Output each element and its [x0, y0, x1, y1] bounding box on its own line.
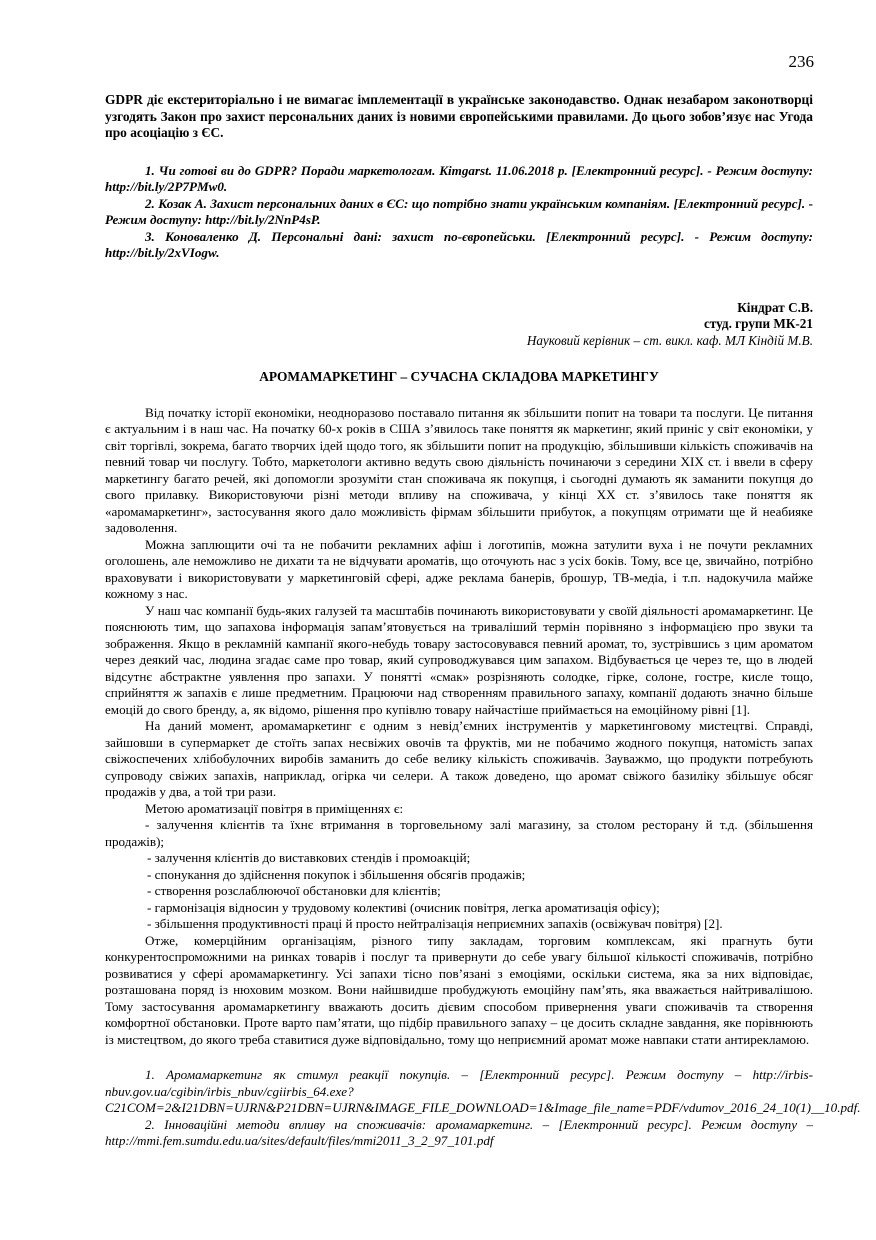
body-paragraph: Метою ароматизації повітря в приміщеннях є:: [145, 800, 404, 816]
list-item: - створення розслаблюючої обстановки для клієнтів;: [147, 883, 441, 898]
list-item: - збільшення продуктивності праці й просто нейтралізація неприємних запахів (освіжувач повітря) [2].: [147, 916, 723, 931]
body-paragraph: Від початку історії економіки, неодноразово поставало питання як збільшити попит на товари та послуги. Це питання є актуальним і в наш час. На початку 60-х років в США з’явилось таке поняття як маркетинг, який приніс у світ економіки, у світ торгівлі, зокрема, багато творчих ідей щодо того, як збільшити попит на продукцію, збільшивши кількість споживачів на певний товар чи послугу. Тобто, маркетологи активно ведуть свою діяльність починаючи з середини XIX ст. і ввели в сферу маркетингу багато речей, які допомогли зрозуміти стан споживача як покупця, і сьогодні думають як заманити покупця до свого прилавку. Використовуючи різні методи впливу на споживача, у кінці XX ст. з’явилось таке поняття як «аромамаркетинг», застосування якого дало можливість фірмам збільшити прибуток, а покупцям отримати ще й неабияке задоволення.: [105, 404, 813, 535]
reference-item: 1. Аромамаркетинг як стимул реакції покупців. – [Електронний ресурс]. Режим доступу – http://irbis-nbuv.gov.ua/cgibin/irbis_nbuv/cgiirbis_64.exe?C21COM=2&I21DBN=UJRN&P21DBN=UJRN&IMAGE_FILE_DOWNLOAD=1&Image_file_name=PDF/vdumov_2016_24_10(1)__10.pdf.: [105, 1067, 861, 1115]
body-paragraph: На даний момент, аромамаркетинг є одним з невід’ємних інструментів у маркетинговому мистецтві. Справді, зайшовши в супермаркет де стоїть запах несвіжих овочів та фруктів, ми не побачимо жодного покупця, натомість запах свіжоспечених хлібобулочних виробів заманить до себе велику кількість споживачів. Зауважмо, що продукти потребують супроводу свіжих запахів, наприклад, огірка чи селери. А також доведено, що аромат свіжого базиліку збільшує обсяг продажів у два, а той три рази.: [105, 718, 813, 799]
article-body: [105, 405, 813, 1049]
references-bottom: [105, 1067, 861, 1150]
body-paragraph: У наш час компанії будь-яких галузей та масштабів починають використовувати у своїй діяльності аромамаркетинг. Це пояснюють тим, що запахова інформація запам’ятовується на триваліший термін порівняно з інформацією про звуки та зображення. Якщо в рекламній кампанії якого-небудь товару застосовувався певний аромат, то, зустрівшись з цим ароматом через деякий час, людина згадає саме про товар, який супроводжувався цим запахом. Відбувається це через те, що в людей відсутнє абстрактне уявлення про запахи. У понятті «смак» розрізняють солодке, гірке, солоне, гостре, кисле тощо, сприйняття ж запахів є лише предметним. Працюючи над створенням правильного запаху, компанії додають значно більше емоцій до свого бренду, а, як відомо, рішення про купівлю товару найчастіше приймається на емоційному рівні [1].: [105, 602, 813, 717]
references-top: [105, 163, 813, 262]
list-item: - гармонізація відносин у трудовому колективі (очисник повітря, легка ароматизація офісу);: [147, 899, 660, 915]
conclusion-paragraph: Отже, комерційним організаціям, різного типу закладам, торговим комплексам, які прагнуть бути конкурентоспроможними на ринках товарів і послуг та привернути до себе увагу більшої кількості споживачів, потрібно розвиватися у сфері аромамаркетингу. Усі запахи тісно пов’язані з емоціями, оскільки система, яка за них відповідає, розташована поряд із нюховим мозком. Вони найшвидше пробуджують емоційну пам’ять, яка вважається найтривалішою. Тому застосування аромамаркетингу вважають досить дієвим способом привернення уваги споживачів та створення комфортної обстановки. Проте варто пам’ятати, що підбір правильного запаху – це досить складне завдання, яке порівнюють із мистецтвом, до якого треба ставитися дуже відповідально, тому що неприємний аромат може навпаки стати антирекламою.: [105, 932, 813, 1047]
document-body: [105, 92, 861, 1150]
list-item: - залучення клієнтів до виставкових стендів і промоакцій;: [147, 850, 471, 865]
author-name: Кіндрат С.В.: [737, 299, 813, 315]
reference-item: 2. Інноваційні методи впливу на споживачів: аромамаркетинг. – [Електронний ресурс]. Режим доступу – http://mmi.fem.sumdu.edu.ua/sites/default/files/mmi2011_3_2_97_101.pdf: [105, 1116, 813, 1148]
reference-item: 1. Чи готові ви до GDPR? Поради маркетологам. Kimgarst. 11.06.2018 р. [Електронний ресурс]. - Режим доступу: http://bit.ly/2P7PMw0.: [105, 162, 813, 194]
article-title: АРОМАМАРКЕТИНГ – СУЧАСНА СКЛАДОВА МАРКЕТИНГУ: [259, 369, 659, 384]
reference-item: 3. Коноваленко Д. Персональні дані: захист по-європейськи. [Електронний ресурс]. - Режим доступу: http://bit.ly/2xVIogw.: [105, 228, 813, 260]
list-item: - залучення клієнтів та їхнє втримання в торговельному залі магазину, за столом ресторану й т.д. (збільшення продажів);: [105, 817, 813, 849]
author-supervisor: Науковий керівник – ст. викл. каф. МЛ Кіндій М.В.: [526, 332, 813, 348]
author-block: [105, 300, 813, 350]
page-number: 236: [788, 52, 814, 71]
reference-item: 2. Козак А. Захист персональних даних в ЄС: що потрібно знати українським компаніям. [Електронний ресурс]. - Режим доступу: http://bit.ly/2NnP4sP.: [105, 195, 813, 227]
body-paragraph: Можна заплющити очі та не побачити рекламних афіш і логотипів, можна затулити вуха і не почути рекламних оголошень, але неможливо не дихати та не відчувати ароматів, що оточують нас з усіх боків. Тому, все це, звичайно, потрібно враховувати і використовувати у маркетинговій сфері, адже реклама банерів, брошур, ТВ-медіа, і т.п. надокучила майже кожному з нас.: [105, 536, 813, 601]
intro-paragraph: GDPR діє екстериторіально і не вимагає імплементації в українське законодавство. Однак незабаром законотворці узгодять Закон про захист персональних даних із новими європейськими правилами. До цього зобов’язує нас Угода про асоціацію з ЄС.: [105, 92, 813, 140]
author-group: студ. групи МК-21: [703, 316, 813, 331]
list-item: - спонукання до здійснення покупок і збільшення обсягів продажів;: [147, 866, 526, 882]
